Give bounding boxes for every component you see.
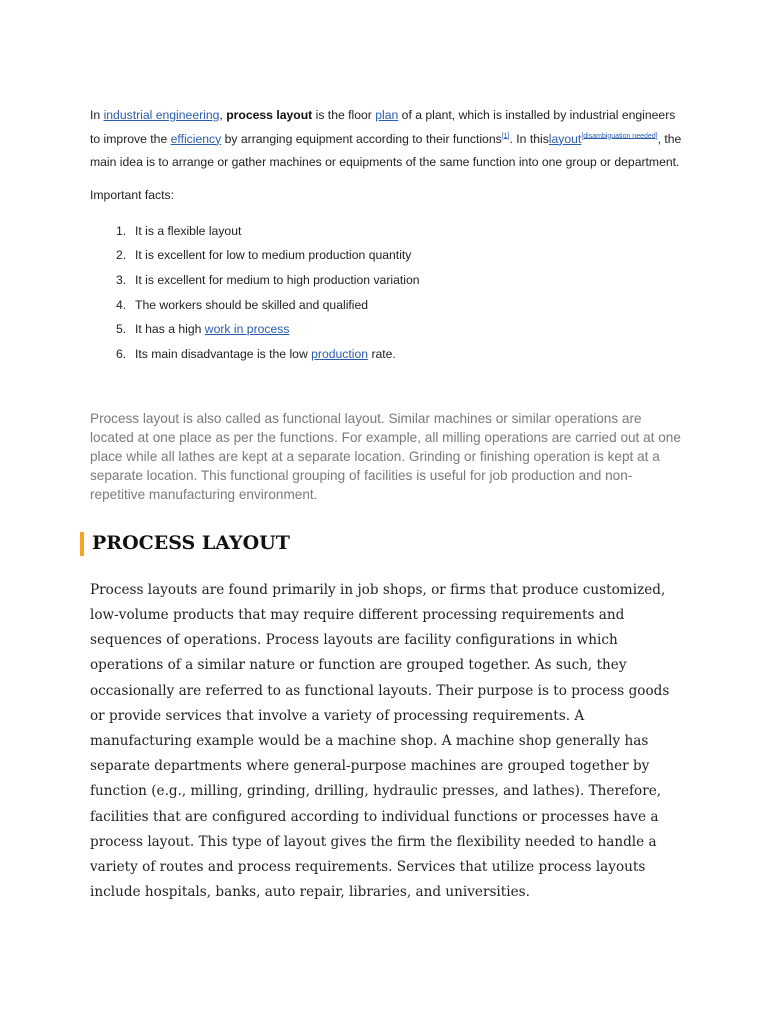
document-page [90,104,682,905]
list-number: 1. [116,223,127,238]
production-link[interactable]: production [311,347,369,362]
efficiency-link[interactable]: efficiency [170,131,222,146]
list-item-text: It is a flexible layout [135,223,242,238]
section-heading-text: PROCESS LAYOUT [92,531,290,554]
list-number: 4. [116,297,127,312]
intro-text: is the floor [312,108,376,122]
list-item-text: It is excellent for low to medium production quantity [135,248,412,263]
section-heading [90,530,682,556]
process-layout-term: process layout [226,108,313,122]
list-number: 2. [116,248,127,263]
intro-paragraph [90,104,682,175]
list-item-text: The workers should be skilled and qualified [135,297,369,312]
list-number: 5. [116,322,127,337]
citation-superscript [502,132,510,139]
list-item [90,243,682,268]
list-item-text: rate. [368,347,396,362]
list-number: 3. [116,272,127,287]
intro-text: , [219,108,227,122]
heading-accent-bar [80,532,84,556]
layout-link[interactable]: layout [548,131,582,146]
list-item [90,317,682,342]
list-number: 6. [116,347,127,362]
list-item [90,342,682,367]
intro-text: In [90,108,104,122]
list-item-text: It has a high [135,322,205,337]
intro-text: by arranging equipment according to their functions [221,131,502,146]
intro-text: , the main idea is to arrange or gather machines or equipments of the same function into one group or department. [90,131,682,169]
important-facts-heading: Important facts: [90,187,174,202]
industrial-engineering-link[interactable]: industrial engineering [103,108,220,122]
list-item [90,293,682,318]
list-item-text: It is excellent for medium to high production variation [135,272,420,287]
plan-link[interactable]: plan [375,108,399,122]
intro-text: . In this [509,131,549,146]
disambiguation-needed-link[interactable]: [disambiguation needed] [581,132,658,140]
work-in-process-link[interactable]: work in process [204,322,290,337]
disambiguation-superscript [581,132,657,139]
list-item [90,219,682,244]
list-item [90,268,682,293]
list-item-text: Its main disadvantage is the low [135,347,312,362]
functional-layout-paragraph: Process layout is also called as functional layout. Similar machines or similar operations are located at one place as per the functions. For example, all milling operations are carried out at one place while all lathes are kept at a separate location. Grinding or finishing operation is kept at a separate location. This functional grouping of facilities is useful for job production and non-repetitive manufacturing environment. [90,410,681,502]
important-facts-list [90,219,682,367]
intro-text: of a plant, which is installed by industrial engineers to improve the [90,108,676,146]
process-layout-body-paragraph: Process layouts are found primarily in job shops, or firms that produce customized, low-volume products that may require different processing requirements and sequences of operations. Process layouts are facility configurations in which operations of a similar nature or function are grouped together. As such, they occasionally are referred to as functional layouts. Their purpose is to process goods or provide services that involve a variety of processing requirements. A manufacturing example would be a machine shop. A machine shop generally has separate departments where general-purpose machines are grouped together by function (e.g., milling, grinding, drilling, hydraulic presses, and lathes). Therefore, facilities that are configured according to individual functions or processes have a process layout. This type of layout gives the firm the flexibility needed to handle a variety of routes and process requirements. Services that utilize process layouts include hospitals, banks, auto repair, libraries, and universities. [90,581,670,901]
citation-1-link[interactable]: [1] [501,132,510,140]
